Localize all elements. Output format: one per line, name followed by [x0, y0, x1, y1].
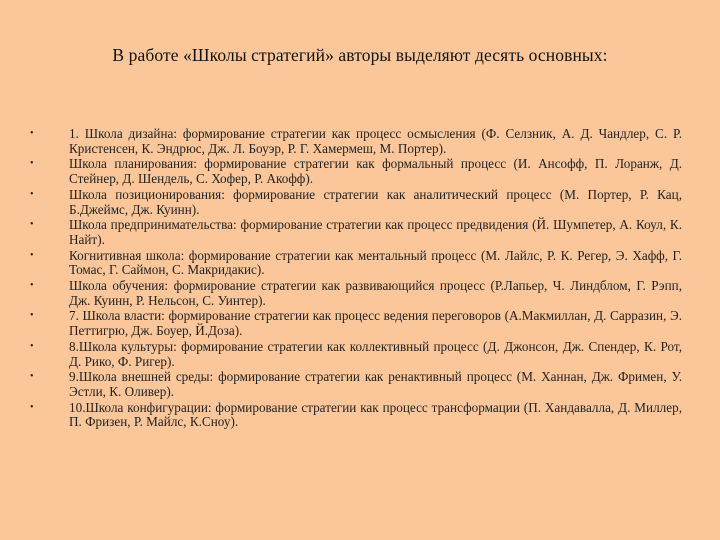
- bullet-icon: •: [30, 188, 34, 200]
- bullet-icon: •: [30, 371, 34, 383]
- list-item-text: 7. Школа власти: формирование стратегии как процесс ведения переговоров (А.Макмиллан, Д. Сарразин, Э. Петтигрю, Дж. Боуер, Й.Доза).: [69, 308, 682, 339]
- list-item-text: Школа планирования: формирование стратегии как формальный процесс (И. Ансофф, П. Лоранж, Д. Стейнер, Д. Шендель, С. Хофер, Р. Акофф).: [69, 156, 682, 187]
- list-item: [30, 218, 682, 248]
- list-item: [30, 157, 682, 187]
- list-item-text: 10.Школа конфигурации: формирование стратегии как процесс трансформации (П. Хандавалла, Д. Миллер, П. Фризен, Р. Майлс, К.Сноу).: [69, 399, 682, 430]
- bullet-icon: •: [30, 219, 34, 231]
- schools-list: [30, 127, 682, 431]
- list-item: [30, 279, 682, 309]
- list-item-text: Когнитивная школа: формирование стратегии как ментальный процесс (М. Лайлс, Р. К. Регер, Э. Хафф, Г. Томас, Г. Саймон, С. Макридакис).: [69, 247, 682, 278]
- list-item-text: 9.Школа внешней среды: формирование стратегии как ренактивный процесс (М. Ханнан, Дж. Фримен, У. Эстли, К. Оливер).: [69, 369, 682, 399]
- list-item-text: 8.Школа культуры: формирование стратегии как коллективный процесс (Д. Джонсон, Дж. Спендер, К. Рот, Д. Рико, Ф. Ригер).: [69, 338, 682, 369]
- list-item: [30, 309, 682, 339]
- list-item-text: Школа позиционирования: формирование стратегии как аналитический процесс (М. Портер, Р. Кац, Б.Джеймс, Дж. Куинн).: [69, 186, 682, 217]
- list-item: [30, 401, 682, 431]
- list-item-text: 1. Школа дизайна: формирование стратегии как процесс осмысления (Ф. Селзник, А. Д. Чандлер, С. Р. Кристенсен, К. Эндрюс, Дж. Л. Боуэр, Р. Г. Хамермеш, М. Портер).: [69, 126, 682, 156]
- bullet-icon: •: [30, 401, 34, 413]
- bullet-icon: •: [30, 128, 34, 139]
- list-item: [30, 370, 682, 400]
- list-item-text: Школа обучения: формирование стратегии как развивающийся процесс (Р.Лапьер, Ч. Линдблом, Г. Рэпп, Дж. Куинн, Р. Нельсон, С. Уинтер).: [69, 277, 682, 308]
- bullet-icon: •: [30, 279, 34, 291]
- list-item: [30, 249, 682, 279]
- list-item-text: Школа предпринимательства: формирование стратегии как процесс предвидения (Й. Шумпетер, А. Коул, К. Найт).: [69, 217, 682, 247]
- list-item: [30, 127, 682, 157]
- bullet-icon: •: [30, 158, 34, 170]
- slide-title: В работе «Школы стратегий» авторы выделяют десять основных:: [112, 45, 608, 65]
- list-item: [30, 340, 682, 370]
- bullet-icon: •: [30, 310, 34, 322]
- list-item: [30, 188, 682, 218]
- bullet-icon: •: [30, 249, 34, 261]
- bullet-icon: •: [30, 340, 34, 352]
